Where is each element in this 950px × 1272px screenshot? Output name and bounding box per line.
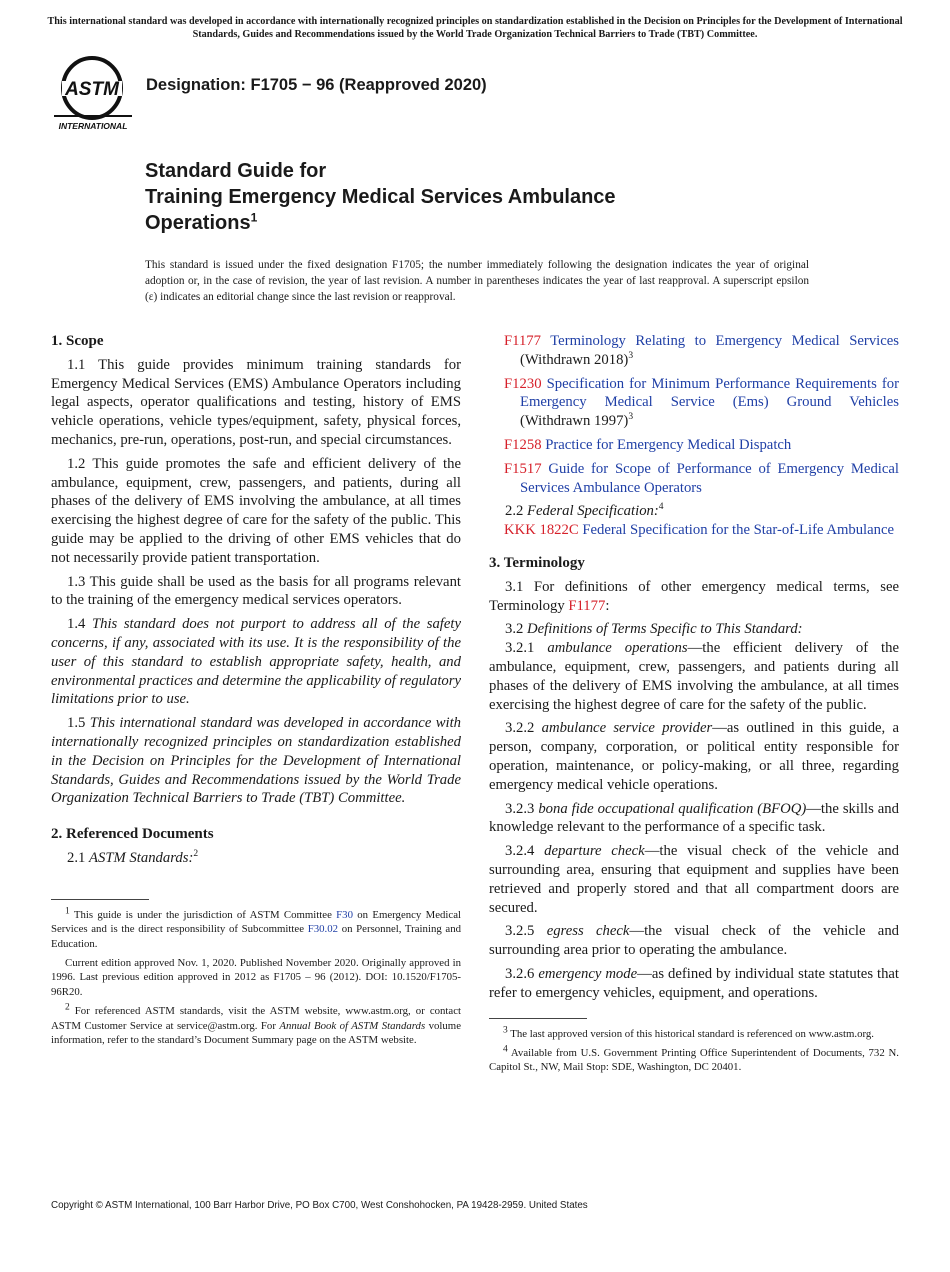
- paragraph-1-1: 1.1 This guide provides minimum training standards for Emergency Medical Services (EMS) Ambulance Operators including legal aspects, operator qualifications and testing, history of EMS vehicle operations, vehicle types/equipment, safety, physical forces, mechanics, pre-run, operations, post-run, and special circumstances.: [51, 356, 461, 448]
- logo-subtext: INTERNATIONAL: [58, 121, 128, 131]
- ref-code-link[interactable]: F1258: [504, 436, 542, 453]
- paragraph-1-3: 1.3 This guide shall be used as the basis for all programs relevant to the training of the emergency medical services operators.: [51, 573, 461, 609]
- header-notice: This international standard was developed in accordance with internationally recognized principles on standardization established in the Decision on Principles for the Development of International Standards, Guides and Recommendations issued by the World Trade Organization Technical Barriers to Trade (TBT) Committee.: [47, 16, 903, 40]
- footnote-1-edition: Current edition approved Nov. 1, 2020. Published November 2020. Originally approved in 1996. Last previous edition approved in 2012 as F1705 – 96 (2012). DOI: 10.1520/F1705-96R20.: [51, 956, 461, 998]
- ref-f1177: F1177 Terminology Relating to Emergency Medical Services (Withdrawn 2018)$^3$: [504, 333, 899, 368]
- footnote-1: $^1$ This guide is under the jurisdiction of ASTM Committee F30 on Emergency Medical Services and is the direct responsibility of Subcommittee F30.02 on Personnel, Training and Education.: [51, 906, 461, 950]
- ref-title-link[interactable]: Guide for Scope of Performance of Emergency Medical Services Ambulance Operators: [520, 460, 899, 496]
- paragraph-2-1: 2.1 ASTM Standards:$^2$: [67, 849, 199, 866]
- ref-title-link[interactable]: Specification for Minimum Performance Requirements for Emergency Medical Service (Ems) Ground Vehicles: [520, 375, 900, 411]
- ref-f1517: [489, 460, 899, 498]
- footnote-ref-2[interactable]: 2: [193, 849, 199, 860]
- copyright-footer: Copyright © ASTM International, 100 Barr Harbor Drive, PO Box C700, West Conshohocken, PA 19428-2959. United States: [51, 1200, 588, 1211]
- intro-note: This standard is issued under the fixed designation F1705; the number immediately following the designation indicates the year of original adoption or, in the case of revision, the year of last revision. A number in parentheses indicates the year of last reapproval. A superscript epsilon (ε) indicates an editorial change since the last revision or reapproval.: [145, 259, 809, 303]
- ref-kkk-1822c: [489, 521, 899, 540]
- ref-code-link[interactable]: F1177: [504, 333, 541, 349]
- ref-code-link[interactable]: F1517: [504, 460, 542, 477]
- subcommittee-link-f30-02[interactable]: F30.02: [307, 923, 339, 936]
- definition-3-2-5: 3.2.5 egress check—the visual check of the vehicle and surrounding area prior to operating the ambulance.: [489, 923, 900, 959]
- ref-code-link[interactable]: F1230: [504, 375, 542, 392]
- ref-title-link[interactable]: Practice for Emergency Medical Dispatch: [545, 436, 792, 453]
- paragraph-3-1: 3.1 For definitions of other emergency medical terms, see Terminology F1177:: [489, 578, 899, 614]
- title-line-2: Training Emergency Medical Services Ambulance: [145, 186, 616, 208]
- paragraph-1-4: 1.4 This standard does not purport to address all of the safety concerns, if any, associated with its use. It is the responsibility of the user of this standard to establish appropriate safety, health, and environmental practices and determine the applicability of regulatory limitations prior to use.: [51, 616, 461, 708]
- section-1-heading: 1. Scope: [51, 333, 104, 349]
- footnote-divider: [51, 899, 149, 900]
- page-title: [145, 158, 865, 236]
- footnote-ref-4[interactable]: 4: [658, 502, 664, 513]
- right-column: [489, 332, 899, 1080]
- paragraph-1-2: 1.2 This guide promotes the safe and efficient delivery of the ambulance, equipment, crew, passengers, and patients, during all phases of the delivery of EMS involving the ambulance, at all times exercising the highest degree of care for the safety of the public. This guide may be applied to the driving of other EMS vehicles that do not necessarily provide patient transportation.: [51, 455, 461, 566]
- definition-3-2-3: 3.2.3 bona fide occupational qualification (BFOQ)—the skills and knowledge relevant to the performance of a specific task.: [489, 800, 899, 836]
- paragraph-2-2: 2.2 Federal Specification:$^4$: [505, 502, 664, 520]
- section-3-heading: 3. Terminology: [489, 554, 585, 571]
- title-footnote-ref[interactable]: 1: [250, 210, 258, 225]
- title-line-3: Operations$^1$: [145, 210, 258, 234]
- ref-f1258: [489, 436, 899, 455]
- ref-title-link[interactable]: Terminology Relating to Emergency Medical Services: [550, 333, 899, 349]
- terminology-link-f1177[interactable]: F1177: [568, 597, 606, 614]
- ref-f1230: F1230 Specification for Minimum Performance Requirements for Emergency Medical Service (Ems) Ground Vehicles (Withdrawn 1997)$^3$: [504, 375, 900, 430]
- definition-3-2-2: 3.2.2 ambulance service provider—as outlined in this guide, a person, company, corporation, or political entity responsible for operation, maintenance, or policy-making, or all three, regarding emergency medical vehicle operations.: [489, 720, 900, 793]
- footnote-2: $^2$ For referenced ASTM standards, visit the ASTM website, www.astm.org, or contact ASTM Customer Service at service@astm.org. For Annual Book of ASTM Standards volume information, refer to the standard’s Document Summary page on the ASTM website.: [51, 1002, 461, 1046]
- section-2-heading: 2. Referenced Documents: [51, 826, 214, 843]
- ref-code-link[interactable]: KKK 1822C: [504, 522, 579, 539]
- footnote-4: $^4$ Available from U.S. Government Printing Office Superintendent of Documents, 732 N. Capitol St., NW, Mail Stop: SDE, Washington, DC 20401.: [489, 1044, 899, 1074]
- definition-3-2-1: 3.2.1 ambulance operations—the efficient delivery of the ambulance, equipment, crew, passengers, and patients during all phases of the delivery of EMS involving the ambulance, at all times exercising the highest degree of care for the safety of the public.: [489, 640, 900, 713]
- left-column: [51, 332, 461, 1052]
- astm-logo-icon: [52, 55, 134, 133]
- definition-3-2-4: 3.2.4 departure check—the visual check of the vehicle and surrounding area, ensuring that equipment and supplies have been retrieved and properly stored and that all compartment doors are secured.: [489, 843, 899, 916]
- ref-title-link[interactable]: Federal Specification for the Star-of-Life Ambulance: [582, 522, 895, 539]
- logo-text: ASTM: [65, 79, 119, 100]
- paragraph-3-2: 3.2 Definitions of Terms Specific to This Standard:: [505, 621, 803, 638]
- committee-link-f30[interactable]: F30: [336, 908, 353, 921]
- definition-3-2-6: 3.2.6 emergency mode—as defined by individual state statutes that refer to emergency vehicles, equipment, and operations.: [489, 965, 900, 1001]
- title-line-1: Standard Guide for: [145, 160, 327, 182]
- designation: Designation: F1705 − 96 (Reapproved 2020): [146, 76, 487, 94]
- footnote-3: $^3$ The last approved version of this historical standard is referenced on www.astm.org.: [503, 1024, 874, 1040]
- footnote-divider: [489, 1018, 587, 1019]
- astm-logo: [52, 55, 134, 133]
- paragraph-1-5: 1.5 This international standard was developed in accordance with internationally recognized principles on standardization established in the Decision on Principles for the Development of International Standards, Guides and Recommendations issued by the World Trade Organization Technical Barriers to Trade (TBT) Committee.: [51, 715, 461, 807]
